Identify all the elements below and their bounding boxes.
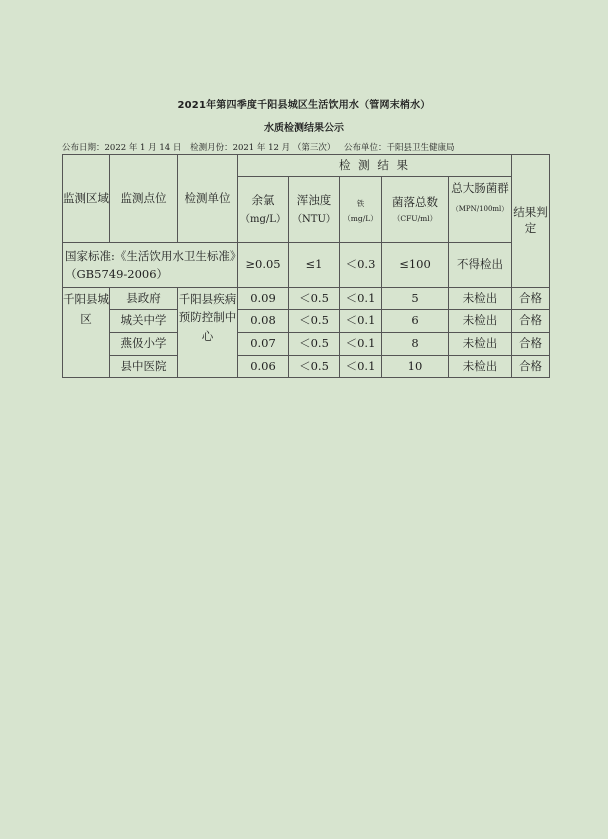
site-name: 县中医院 [110,356,178,378]
test-month: 检测月份：2021 年 12 月 （第三次） [190,143,336,153]
document-subtitle: 水质检测结果公示 [264,123,344,134]
site-name: 城关中学 [110,310,178,333]
value-cell: ＜0.5 [289,310,340,333]
publish-date: 公布日期：2022 年 1 月 14 日 [62,143,182,153]
lab-name: 千阳县疾病预防控制中心 [178,288,238,378]
indicator-iron: 铁 （mg/L） [340,177,382,243]
value-cell: 5 [382,288,449,310]
table-row [63,288,550,310]
standard-value: ≥0.05 [238,243,289,288]
result-cell: 合格 [512,288,550,310]
value-cell: ＜0.5 [289,333,340,356]
value-cell: 6 [382,310,449,333]
standard-value: ≤100 [382,243,449,288]
publication-meta [62,141,552,153]
area-name: 千阳县城区 [63,288,110,378]
publisher: 公布单位：千阳县卫生健康局 [344,143,455,153]
value-cell: 未检出 [449,288,512,310]
result-cell: 合格 [512,333,550,356]
standard-value: 不得检出 [449,243,512,288]
site-name: 燕伋小学 [110,333,178,356]
table-row [63,356,550,378]
indicator-colony-count: 菌落总数 （CFU/ml） [382,177,449,243]
value-cell: ＜0.5 [289,356,340,378]
result-cell: 合格 [512,310,550,333]
standard-value: ＜0.3 [340,243,382,288]
value-cell: ＜0.1 [340,356,382,378]
value-cell: 0.09 [238,288,289,310]
standard-label: 国家标准:《生活饮用水卫生标准》（GB5749-2006） [63,243,238,288]
value-cell: ＜0.1 [340,310,382,333]
value-cell: 0.06 [238,356,289,378]
value-cell: 0.07 [238,333,289,356]
value-cell: ＜0.1 [340,333,382,356]
water-quality-table [62,154,550,378]
indicator-chlorine: 余氯 （mg/L） [238,177,289,243]
header-site: 监测点位 [110,155,178,243]
table-row [63,333,550,356]
header-results: 检 测 结 果 [238,155,512,177]
value-cell: 8 [382,333,449,356]
standard-value: ≤1 [289,243,340,288]
table-row [63,310,550,333]
value-cell: 未检出 [449,310,512,333]
document-title: 2021年第四季度千阳县城区生活饮用水（管网末梢水） [177,100,431,111]
value-cell: 10 [382,356,449,378]
value-cell: 未检出 [449,356,512,378]
value-cell: ＜0.1 [340,288,382,310]
header-judgement: 结果判定 [512,155,550,288]
site-name: 县政府 [110,288,178,310]
indicator-turbidity: 浑浊度 （NTU） [289,177,340,243]
value-cell: ＜0.5 [289,288,340,310]
header-unit: 检测单位 [178,155,238,243]
indicator-coliform: 总大肠菌群 （MPN/100ml） [449,177,512,243]
result-cell: 合格 [512,356,550,378]
value-cell: 0.08 [238,310,289,333]
value-cell: 未检出 [449,333,512,356]
header-area: 监测区域 [63,155,110,243]
